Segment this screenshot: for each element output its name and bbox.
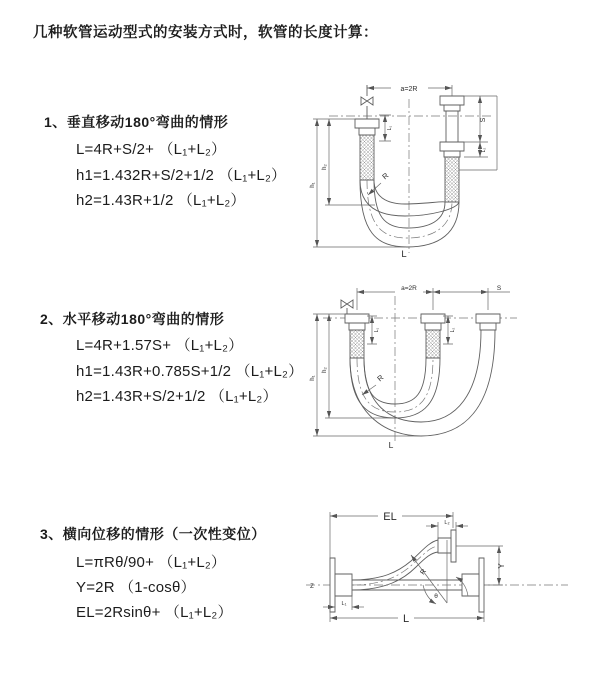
- d3-dim-l2: [426, 520, 468, 538]
- d2-dim-top: [357, 285, 510, 310]
- d3-label-y: Y: [497, 563, 506, 569]
- d2-label-h2: h₂: [322, 367, 328, 373]
- d3-label-l2: L₂: [444, 520, 450, 526]
- diagram-vertical-180-bend: [305, 75, 600, 260]
- d3-dim-l: [330, 612, 484, 625]
- d2-left-fitting: [345, 314, 369, 358]
- d1-valve-icon: [361, 85, 373, 119]
- d3-z-mark: Z: [310, 584, 314, 590]
- d1-dim-a2r: [367, 85, 452, 96]
- section-1-number: 1、: [44, 114, 67, 130]
- section-3-number: 3、: [40, 526, 63, 542]
- section-1-title: 垂直移动180°弯曲的情形: [66, 114, 229, 130]
- diagram-horizontal-180-bend: [303, 278, 595, 458]
- d1-label-l1: L₁: [387, 125, 393, 131]
- page-title: 几种软管运动型式的安装方式时，软管的长度计算：: [33, 25, 378, 41]
- section-2-number: 2、: [40, 311, 63, 327]
- d3-label-theta: θ: [434, 593, 438, 600]
- d1-dim-s: [459, 96, 497, 170]
- section-3-title: 横向位移的情形（一次性变位）: [62, 526, 266, 542]
- d2-label-l1: L₁: [374, 327, 380, 333]
- section-1-formula-h2: h2=1.43R+1/2 （L₁+L₂）: [76, 192, 246, 209]
- d1-label-l2: L₂: [481, 147, 487, 153]
- d2-hose-curves: [350, 327, 495, 436]
- section-1-heading: [44, 112, 228, 132]
- section-3-formula-Y: Y=2R （1-cosθ）: [76, 579, 196, 596]
- section-3-formula-EL: EL=2Rsinθ+ （L₁+L₂）: [76, 604, 233, 621]
- d2-label-a2r: a=2R: [401, 285, 417, 292]
- d2-label-l2: L₂: [450, 327, 456, 333]
- d2-right-fitting: [476, 314, 500, 330]
- section-3-heading: [40, 524, 266, 544]
- d3-label-r: R: [419, 568, 429, 577]
- d3-label-el: EL: [383, 511, 397, 523]
- d1-left-fitting: [355, 119, 379, 180]
- diagram-lateral-displacement: [298, 500, 598, 665]
- d2-label-s: S: [496, 285, 502, 292]
- d1-label-r: R: [380, 170, 391, 182]
- d1-label-s: S: [480, 117, 487, 123]
- section-3-formula-L: L=πRθ/90+ （L₁+L₂）: [76, 554, 227, 571]
- d2-middle-fitting: [421, 314, 445, 358]
- d1-label-h2: h₂: [322, 164, 328, 170]
- section-2-title: 水平移动180°弯曲的情形: [62, 311, 225, 327]
- d2-label-l: L: [388, 440, 394, 450]
- section-2-formula-h1: h1=1.43R+0.785S+1/2 （L₁+L₂）: [76, 363, 304, 380]
- section-2-formula-L: L=4R+1.57S+ （L₁+L₂）: [76, 337, 244, 354]
- d1-dim-h: [310, 119, 405, 247]
- section-1-formula-h1: h1=1.432R+S/2+1/2 （L₁+L₂）: [76, 167, 287, 184]
- d1-label-h1: h₁: [310, 182, 316, 188]
- d2-label-r: R: [375, 372, 386, 384]
- d3-curved-hose: [352, 530, 456, 590]
- section-2-heading: [40, 309, 224, 329]
- section-1-formula-L: L=4R+S/2+ （L₁+L₂）: [76, 141, 227, 158]
- d1-hose-curves: [360, 180, 459, 247]
- d1-right-fitting: [440, 96, 464, 202]
- d2-label-h1: h₁: [310, 375, 316, 381]
- d1-label-l: L: [401, 249, 407, 260]
- d3-dim-el: [330, 511, 453, 558]
- section-2-formula-h2: h2=1.43R+S/2+1/2 （L₁+L₂）: [76, 388, 278, 405]
- d2-valve-icon: [341, 300, 353, 314]
- d3-label-l1: L₁: [341, 601, 347, 607]
- d3-label-l: L: [402, 613, 410, 625]
- d1-label-a2r: a=2R: [400, 86, 418, 93]
- d1-dim-l1: [379, 115, 393, 141]
